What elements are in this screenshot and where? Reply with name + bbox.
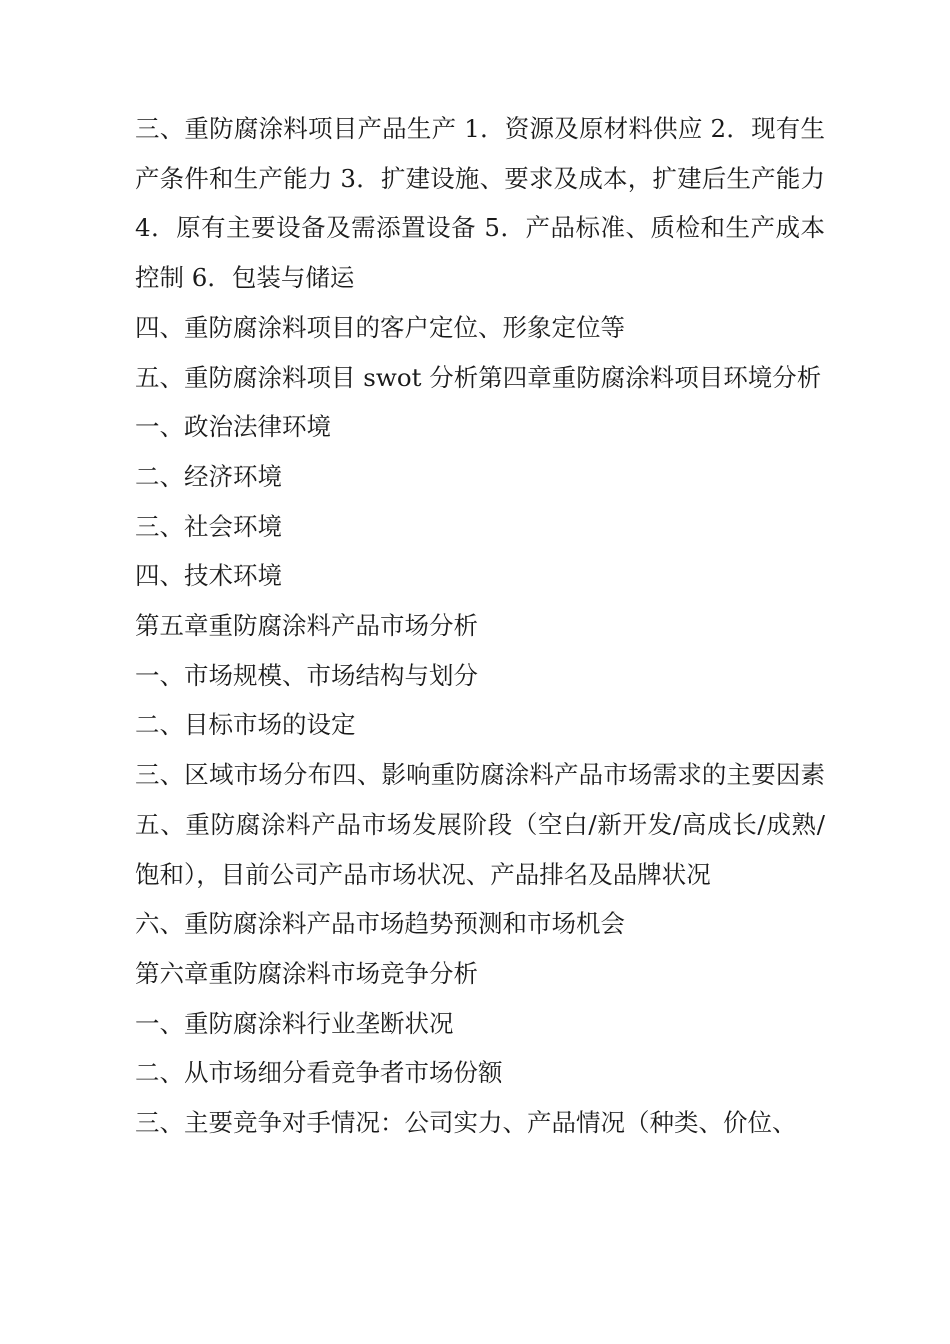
paragraph-swot-analysis: 五、重防腐涂料项目 swot 分析第四章重防腐涂料项目环境分析 bbox=[135, 362, 822, 392]
document-body bbox=[135, 104, 825, 1148]
chapter-five-heading: 第五章重防腐涂料产品市场分析 bbox=[135, 611, 478, 641]
paragraph-economic: 二、经济环境 bbox=[135, 461, 282, 491]
paragraph-market-trend: 六、重防腐涂料产品市场趋势预测和市场机会 bbox=[135, 909, 625, 939]
paragraph-customer-positioning: 四、重防腐涂料项目的客户定位、形象定位等 bbox=[135, 312, 625, 342]
paragraph-market-share: 二、从市场细分看竞争者市场份额 bbox=[135, 1058, 503, 1088]
paragraph-production: 三、重防腐涂料项目产品生产 1．资源及原材料供应 2．现有生产条件和生产能力 3．扩建设施、要求及成本，扩建后生产能力 4．原有主要设备及需添置设备 5．产品标准、质检和生产成本控制 6．包装与储运 bbox=[135, 114, 825, 293]
paragraph-technology: 四、技术环境 bbox=[135, 561, 282, 591]
paragraph-target-market: 二、目标市场的设定 bbox=[135, 710, 356, 740]
paragraph-political-legal: 一、政治法律环境 bbox=[135, 412, 331, 442]
paragraph-competitors: 三、主要竞争对手情况：公司实力、产品情况（种类、价位、 bbox=[135, 1108, 797, 1138]
paragraph-social: 三、社会环境 bbox=[135, 511, 282, 541]
paragraph-regional-market: 三、区域市场分布四、影响重防腐涂料产品市场需求的主要因素五、重防腐涂料产品市场发展阶段（空白/新开发/高成长/成熟/饱和），目前公司产品市场状况、产品排名及品牌状况 bbox=[135, 760, 825, 889]
chapter-six-heading: 第六章重防腐涂料市场竞争分析 bbox=[135, 958, 478, 988]
paragraph-monopoly: 一、重防腐涂料行业垄断状况 bbox=[135, 1008, 454, 1038]
paragraph-market-scale: 一、市场规模、市场结构与划分 bbox=[135, 660, 478, 690]
